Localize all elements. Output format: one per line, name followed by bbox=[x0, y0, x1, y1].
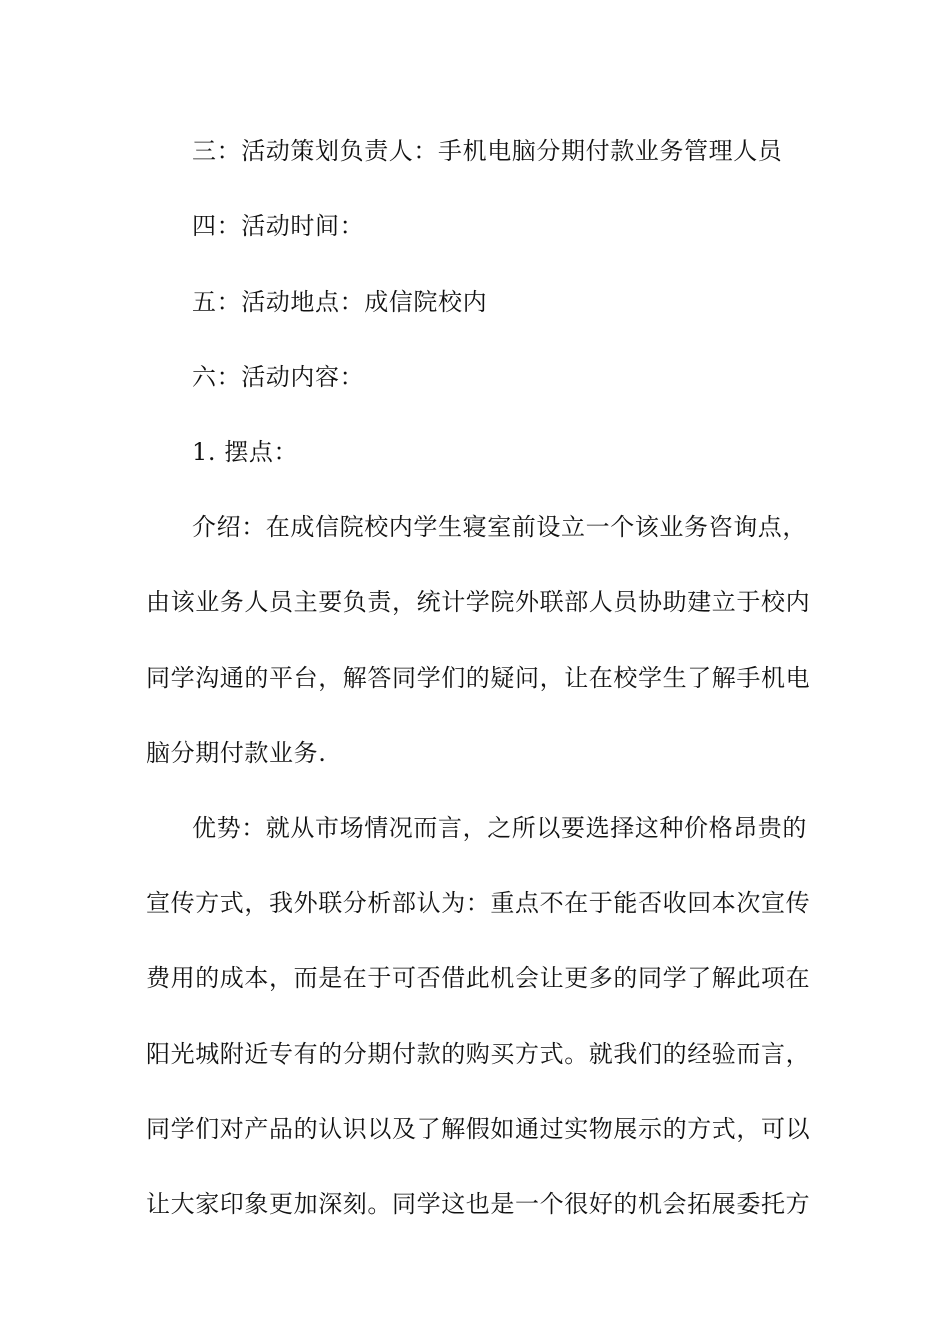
paragraph-advantage-line: 阳光城附近专有的分期付款的购买方式。就我们的经验而言， bbox=[146, 1040, 811, 1068]
subsection-heading-booth: 1. 摆点： bbox=[192, 438, 299, 466]
paragraph-intro-line: 脑分期付款业务. bbox=[146, 739, 327, 767]
section-heading-location: 五：活动地点：成信院校内 bbox=[192, 288, 488, 316]
section-heading-content: 六：活动内容： bbox=[192, 363, 365, 391]
paragraph-intro-line: 同学沟通的平台，解答同学们的疑问，让在校学生了解手机电 bbox=[146, 664, 811, 692]
paragraph-advantage-line: 费用的成本，而是在于可否借此机会让更多的同学了解此项在 bbox=[146, 964, 811, 992]
paragraph-intro-line: 介绍：在成信院校内学生寝室前设立一个该业务咨询点， bbox=[192, 513, 807, 541]
paragraph-advantage-line: 同学们对产品的认识以及了解假如通过实物展示的方式，可以 bbox=[146, 1115, 811, 1143]
section-heading-time: 四：活动时间： bbox=[192, 212, 365, 240]
paragraph-advantage-line: 优势：就从市场情况而言，之所以要选择这种价格昂贵的 bbox=[192, 814, 807, 842]
paragraph-intro-line: 由该业务人员主要负责，统计学院外联部人员协助建立于校内 bbox=[146, 588, 811, 616]
paragraph-advantage-line: 让大家印象更加深刻。同学这也是一个很好的机会拓展委托方 bbox=[146, 1190, 811, 1218]
section-heading-planner: 三：活动策划负责人：手机电脑分期付款业务管理人员 bbox=[192, 137, 783, 165]
paragraph-advantage-line: 宣传方式，我外联分析部认为：重点不在于能否收回本次宣传 bbox=[146, 889, 811, 917]
